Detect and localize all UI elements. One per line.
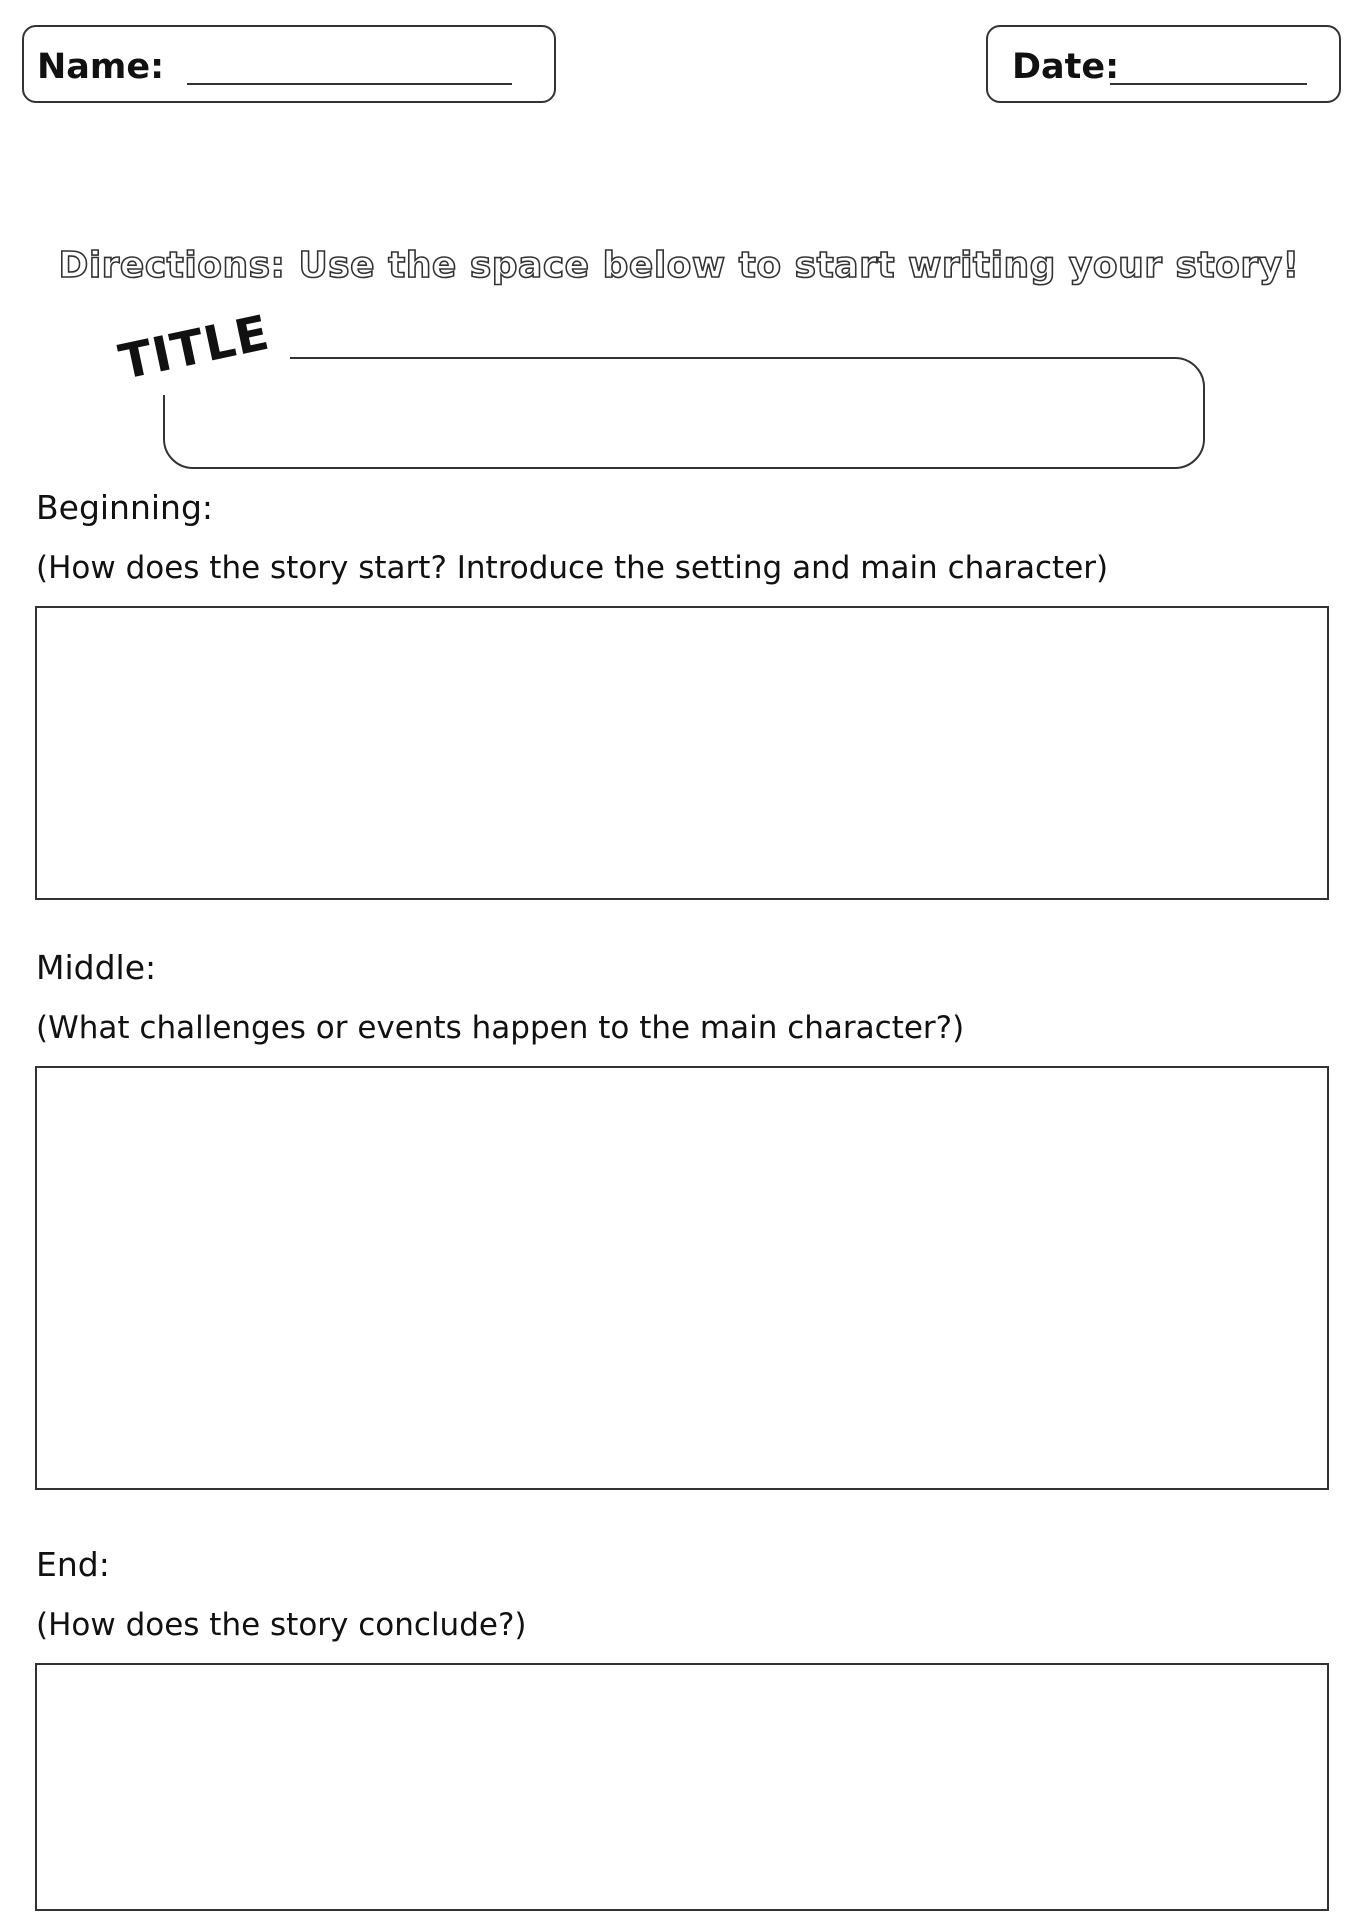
- section-hint-end: (How does the story conclude?): [36, 1607, 527, 1643]
- date-input-line[interactable]: [1110, 83, 1307, 85]
- section-label-beginning: Beginning:: [36, 488, 214, 527]
- title-tag: TITLE: [114, 304, 275, 391]
- title-box[interactable]: [163, 357, 1205, 469]
- section-hint-beginning: (How does the story start? Introduce the setting and main character): [36, 550, 1109, 586]
- section-label-end: End:: [36, 1545, 110, 1584]
- section-label-middle: Middle:: [36, 948, 157, 987]
- directions-heading: Directions: Use the space below to start writing your story!: [58, 245, 1300, 286]
- date-field[interactable]: [986, 25, 1341, 103]
- writing-box-middle[interactable]: [35, 1066, 1329, 1490]
- name-input-line[interactable]: [187, 83, 512, 85]
- writing-box-end[interactable]: [35, 1663, 1329, 1911]
- name-label: Name:: [37, 47, 165, 87]
- name-field[interactable]: [22, 25, 556, 103]
- section-hint-middle: (What challenges or events happen to the main character?): [36, 1010, 965, 1046]
- writing-box-beginning[interactable]: [35, 606, 1329, 900]
- date-label: Date:: [1012, 47, 1120, 87]
